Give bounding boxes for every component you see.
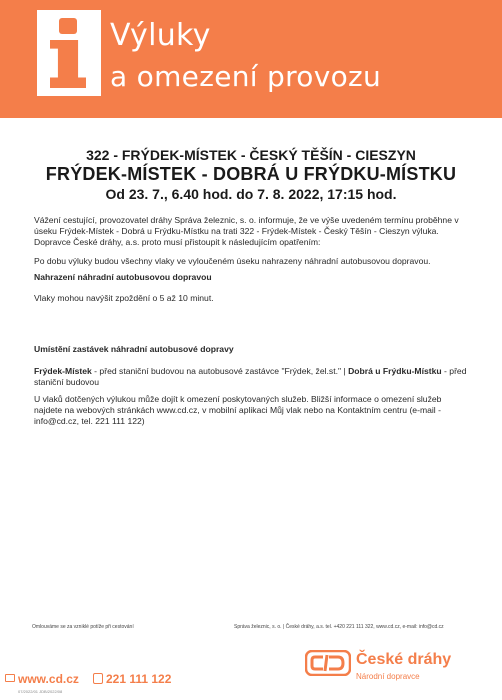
route-section: FRÝDEK-MÍSTEK - DOBRÁ U FRÝDKU-MÍSTKU	[45, 164, 457, 184]
route-dates: Od 23. 7., 6.40 hod. do 7. 8. 2022, 17:15 hod.	[105, 186, 397, 202]
section-heading-stops: Umístění zastávek náhradní autobusové dopravy	[34, 344, 234, 354]
header-banner	[0, 0, 502, 118]
cd-logo-icon	[305, 650, 351, 676]
monitor-icon	[5, 674, 15, 682]
phone-icon	[93, 673, 103, 684]
stop1-desc: - před staniční budovou na autobusové zastávce "Frýdek, žel.st." |	[91, 366, 349, 376]
replacement-paragraph: Po dobu výluky budou všechny vlaky ve vyloučeném úseku nahrazeny náhradní autobusovou dopravou.	[34, 256, 431, 266]
stop2-name: Dobrá u Frýdku-Místku	[348, 366, 442, 376]
stop1-name: Frýdek-Místek	[34, 366, 92, 376]
contact-note: Správa železnic, s. o. | České dráhy, a.s. tel. +420 221 111 322, www.cd.cz, e-mail: info@cd.cz	[234, 624, 444, 630]
apology-note: Omlouváme se za vzniklé potíže při cestování	[32, 624, 134, 630]
stop2-desc: - před staniční budovou	[34, 366, 467, 387]
info-icon	[37, 10, 101, 96]
intro-paragraph: Vážení cestující, provozovatel dráhy Správa železnic, s. o. informuje, že ve výše uvedeném termínu proběhne v úseku Frýdek-Místek - Dobrá u Frýdku-Místku na trati 322 - Frýdek-Místek - Český Těšín - Cieszyn výluka. Dopravce České dráhy, a.s. proto musí přistoupit k následujícím opatřením:	[34, 215, 459, 247]
info-paragraph: U vlaků dotčených výlukou může dojít k omezení poskytovaných služeb. Bližší informace o omezení služeb najdete na webových stránkách www.cd.cz, v mobilní aplikaci Můj vlak nebo na Kontaktním centru (e-mail - info@cd.cz, tel. 221 111 122)	[34, 394, 442, 426]
brand-name: České dráhy	[356, 651, 452, 668]
banner-title-line2: a omezení provozu	[110, 60, 382, 93]
banner-title-line1: Výluky	[110, 18, 211, 53]
brand-subtitle: Národní dopravce	[356, 672, 420, 681]
stops-paragraph	[34, 366, 470, 388]
route-line: 322 - FRÝDEK-MÍSTEK - ČESKÝ TĚŠÍN - CIESZYN	[86, 147, 416, 163]
website-link[interactable]: www.cd.cz	[18, 672, 79, 686]
document-code: 07/2022/01 JDB/2022/08	[18, 689, 63, 694]
section-heading-replacement: Nahrazení náhradní autobusovou dopravou	[34, 272, 212, 282]
delay-paragraph: Vlaky mohou navýšit zpoždění o 5 až 10 minut.	[34, 293, 214, 303]
phone-number[interactable]: 221 111 122	[106, 672, 172, 686]
